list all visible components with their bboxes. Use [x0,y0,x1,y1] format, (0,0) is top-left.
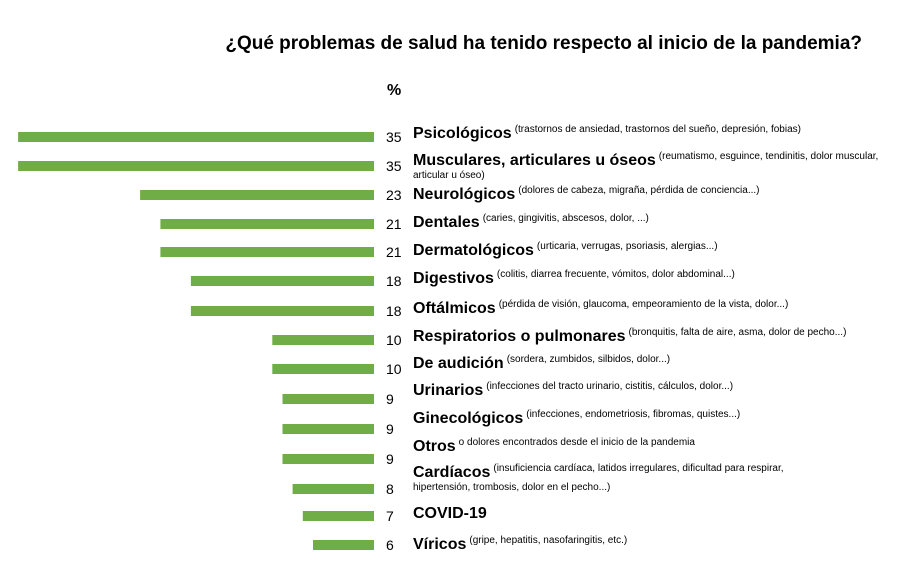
category-label-8 [413,327,918,346]
category-label-7 [413,299,918,318]
category-label-3 [413,185,918,204]
category-name: COVID-19 [413,505,487,522]
category-name: De audición [413,355,504,372]
chart-title: ¿Qué problemas de salud ha tenido respecto al inicio de la pandemia? [225,33,862,54]
bar-12 [283,454,375,464]
category-label-4 [413,213,918,232]
value-label-6: 18 [386,273,402,289]
bar-11 [283,424,375,434]
value-label-14: 7 [386,508,394,524]
value-label-8: 10 [386,332,402,348]
value-label-7: 18 [386,303,402,319]
bar-14 [303,511,374,521]
category-description: o dolores encontrados desde el inicio de la pandemia [458,437,695,448]
bar-1 [18,132,374,142]
category-name: Otros [413,438,456,455]
category-description: (caries, gingivitis, abscesos, dolor, ...) [482,213,649,224]
category-description: (infecciones del tracto urinario, cistitis, cálculos, dolor...) [486,381,734,392]
category-label-11 [413,409,918,428]
category-name: Dermatológicos [413,242,534,259]
category-label-13 [413,463,918,494]
category-description: (pérdida de visión, glaucoma, empeoramiento de la vista, dolor...) [498,299,789,310]
category-name: Neurológicos [413,186,516,203]
category-label-12 [413,437,918,456]
category-description-line2: hipertensión, trombosis, dolor en el pecho...) [413,482,611,494]
category-name: Oftálmicos [413,300,496,317]
category-label-1 [413,124,918,143]
category-name: Psicológicos [413,125,512,142]
bar-10 [283,394,375,404]
category-description: (colitis, diarrea frecuente, vómitos, dolor abdominal...) [496,269,735,280]
category-name: Digestivos [413,270,494,287]
category-name: Musculares, articulares u óseos [413,152,656,169]
category-description: (reumatismo, esguince, tendinitis, dolor muscular, [658,151,879,162]
category-description: (urticaria, verrugas, psoriasis, alergias...) [536,241,718,252]
value-label-11: 9 [386,421,394,437]
value-label-15: 6 [386,537,394,553]
category-label-14 [413,505,918,523]
bar-3 [140,190,374,200]
category-label-15 [413,535,918,554]
value-label-13: 8 [386,481,394,497]
bar-7 [191,306,374,316]
value-label-1: 35 [386,129,402,145]
value-label-3: 23 [386,187,402,203]
value-label-10: 9 [386,391,394,407]
category-name: Víricos [413,536,467,553]
bar-9 [272,364,374,374]
bar-8 [272,335,374,345]
category-name: Respiratorios o pulmonares [413,328,626,345]
category-description: (dolores de cabeza, migraña, pérdida de conciencia...) [518,185,760,196]
bar-6 [191,276,374,286]
category-description: (gripe, hepatitis, nasofaringitis, etc.) [469,535,628,546]
category-label-6 [413,269,918,288]
value-label-5: 21 [386,244,402,260]
category-description: (infecciones, endometriosis, fibromas, quistes...) [526,409,741,420]
unit-label: % [387,82,402,99]
category-label-5 [413,241,918,260]
bar-4 [160,219,374,229]
bar-2 [18,161,374,171]
bar-15 [313,540,374,550]
category-description: (sordera, zumbidos, silbidos, dolor...) [506,354,671,365]
category-name: Cardíacos [413,464,491,481]
value-label-4: 21 [386,216,402,232]
category-label-9 [413,354,918,373]
category-description: (trastornos de ansiedad, trastornos del sueño, depresión, fobias) [514,124,801,135]
category-description-line2: articular u óseo) [413,170,485,182]
category-name: Dentales [413,214,480,231]
bar-5 [160,247,374,257]
value-label-2: 35 [386,158,402,174]
category-label-10 [413,381,918,400]
category-name: Ginecológicos [413,410,524,427]
bar-13 [293,484,374,494]
category-description: (insuficiencia cardíaca, latidos irregulares, dificultad para respirar, [493,463,784,474]
category-name: Urinarios [413,382,484,399]
value-label-12: 9 [386,451,394,467]
category-description: (bronquitis, falta de aire, asma, dolor de pecho...) [628,327,847,338]
category-label-2 [413,151,918,182]
value-label-9: 10 [386,361,402,377]
